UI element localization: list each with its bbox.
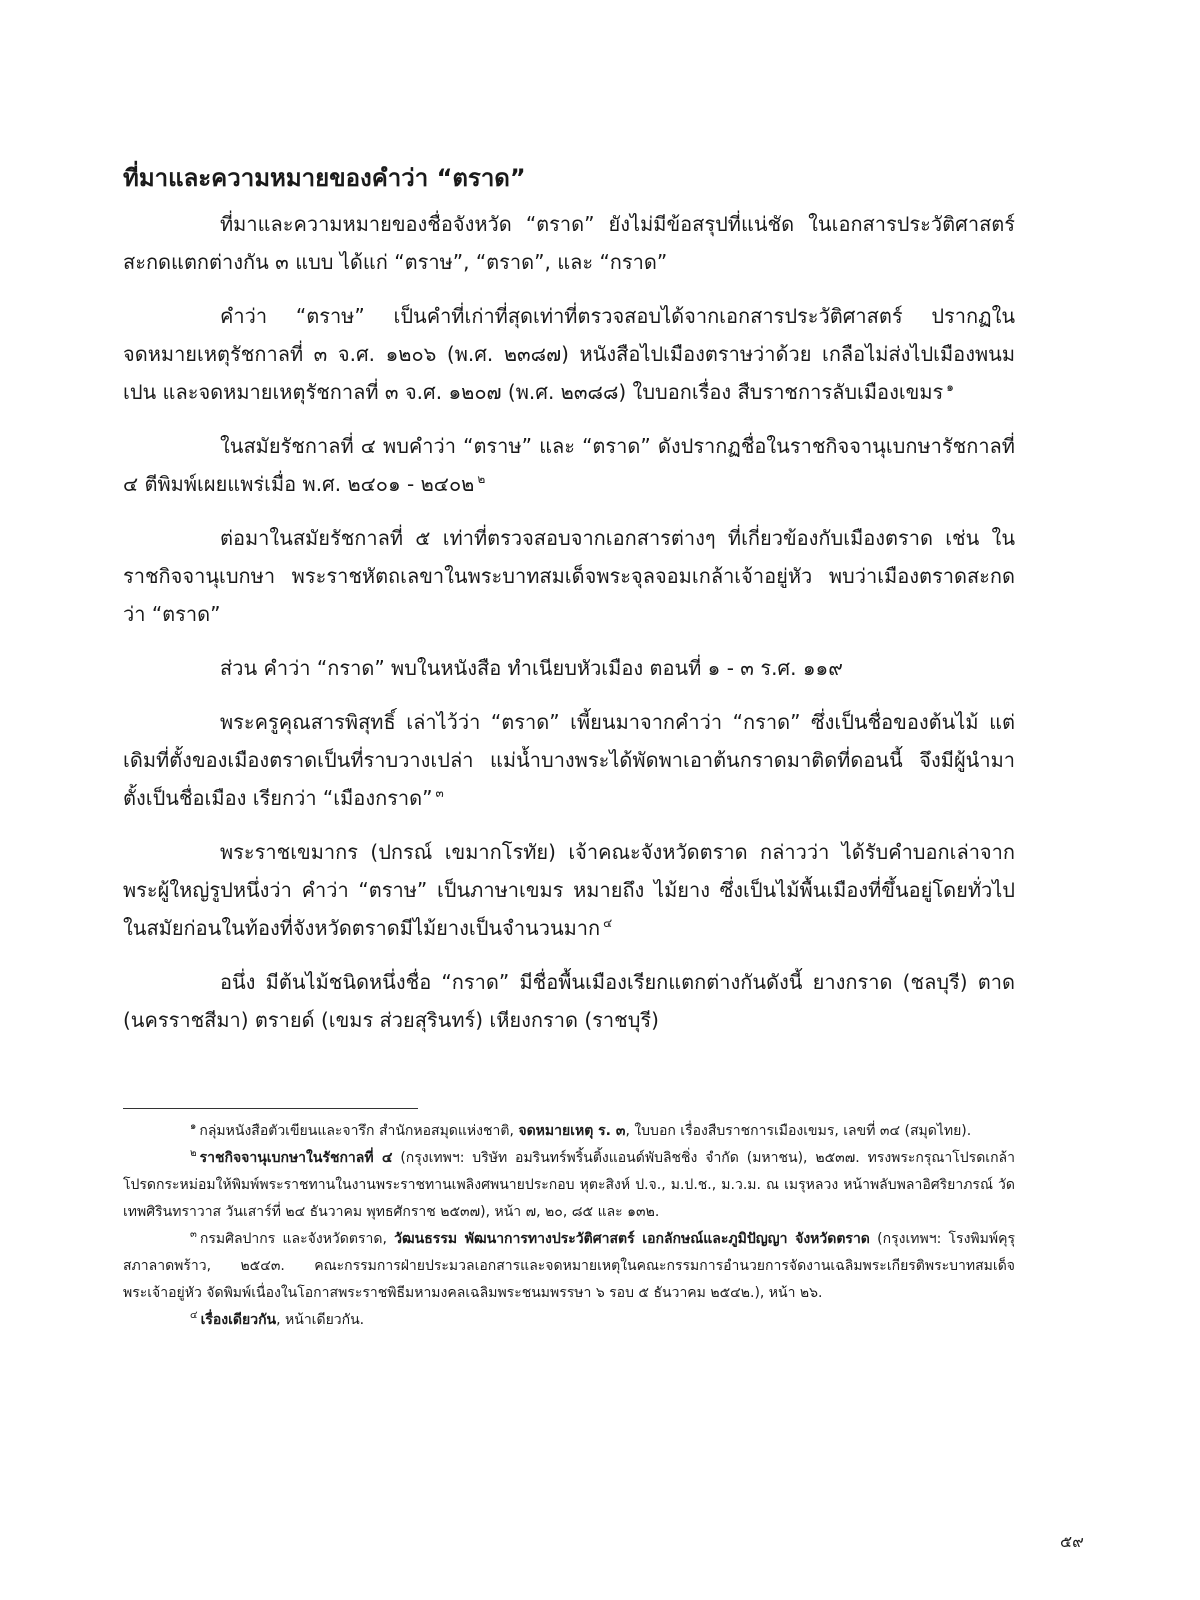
- footnote-source-title: ราชกิจจานุเบกษาในรัชกาลที่ ๔: [199, 1150, 393, 1166]
- footnote-divider: [123, 1108, 418, 1109]
- footnote: [123, 1118, 1015, 1145]
- paragraph-text: พระครูคุณสารพิสุทธิ์ เล่าไว้ว่า “ตราด” เพี้ยนมาจากคำว่า “กราด” ซึ่งเป็นชื่อของต้นไม้ แต่เดิมที่ตั้งของเมืองตราดเป็นที่ราบวางเปล่า แม่น้ำบางพระได้พัดพาเอาต้นกราดมาติดที่ดอนนี้ จึงมีผู้นำมาตั้งเป็นชื่อเมือง เรียกว่า “เมืองกราด”: [123, 710, 1015, 810]
- footnote-text: , ใบบอก เรื่องสืบราชการเมืองเขมร, เลขที่ ๓๔ (สมุดไทย).: [625, 1123, 972, 1139]
- footnote-mark: ๑: [190, 1121, 197, 1133]
- footnote: [123, 1307, 1015, 1334]
- footnote-source-title: จดหมายเหตุ ร. ๓: [518, 1123, 626, 1139]
- paragraph: [123, 833, 1015, 947]
- footnote-reference: ๑: [946, 380, 954, 395]
- footnote-text: , หน้าเดียวกัน.: [276, 1312, 365, 1328]
- footnote-reference: ๒: [477, 472, 486, 487]
- body-text: [123, 205, 1015, 1055]
- footnote-text: (กรุงเทพฯ: บริษัท อมรินทร์พริ้นติ้งแอนด์พับลิชชิ่ง จำกัด (มหาชน), ๒๕๓๗. ทรงพระกรุณาโปรดเกล้าโปรดกระหม่อมให้พิมพ์พระราชทานในงานพระราชทานเพลิงศพนายประกอบ หุตะสิงห์ ป.จ., ม.ป.ช., ม.ว.ม. ณ เมรุหลวง หน้าพลับพลาอิศริยาภรณ์ วัดเทพศิรินทราวาส วันเสาร์ที่ ๒๔ ธันวาคม พุทธศักราช ๒๕๓๗), หน้า ๗, ๒๐, ๘๕ และ ๑๓๒.: [123, 1150, 1015, 1220]
- footnote-text: กรมศิลปากร และจังหวัดตราด,: [199, 1231, 395, 1247]
- footnote-reference: ๔: [603, 916, 613, 931]
- paragraph: [123, 205, 1015, 281]
- footnote-text: (กรุงเทพฯ: โรงพิมพ์คุรุสภาลาดพร้าว, ๒๕๔๓. คณะกรรมการฝ่ายประมวลเอกสารและจดหมายเหตุในคณะกรรมการอำนวยการจัดงานเฉลิมพระเกียรติพระบาทสมเด็จพระเจ้าอยู่หัว จัดพิมพ์เนื่องในโอกาสพระราชพิธีมหามงคลเฉลิมพระชนมพรรษา ๖ รอบ ๕ ธันวาคม ๒๕๔๒.), หน้า ๒๖.: [123, 1231, 1015, 1301]
- footnote-mark: ๓: [190, 1229, 197, 1241]
- paragraph: [123, 519, 1015, 633]
- paragraph: [123, 963, 1015, 1039]
- paragraph-text: พระราชเขมากร (ปกรณ์ เขมากโรทัย) เจ้าคณะจังหวัดตราด กล่าวว่า ได้รับคำบอกเล่าจากพระผู้ใหญ่รูปหนึ่งว่า คำว่า “ตราษ” เป็นภาษาเขมร หมายถึง ไม้ยาง ซึ่งเป็นไม้พื้นเมืองที่ขึ้นอยู่โดยทั่วไป ในสมัยก่อนในท้องที่จังหวัดตราดมีไม้ยางเป็นจำนวนมาก: [123, 840, 1015, 940]
- footnote-source-title: วัฒนธรรม พัฒนาการทางประวัติศาสตร์ เอกลักษณ์และภูมิปัญญา จังหวัดตราด: [394, 1231, 870, 1247]
- paragraph: [123, 703, 1015, 817]
- paragraph-text: ส่วน คำว่า “กราด” พบในหนังสือ ทำเนียบหัวเมือง ตอนที่ ๑ - ๓ ร.ศ. ๑๑๙: [220, 656, 843, 680]
- footnote: [123, 1145, 1015, 1226]
- footnote-text: กลุ่มหนังสือตัวเขียนและจารึก สำนักหอสมุดแห่งชาติ,: [199, 1123, 519, 1139]
- paragraph-text: ต่อมาในสมัยรัชกาลที่ ๕ เท่าที่ตรวจสอบจากเอกสารต่างๆ ที่เกี่ยวข้องกับเมืองตราด เช่น ในราชกิจจานุเบกษา พระราชหัตถเลขาในพระบาทสมเด็จพระจุลจอมเกล้าเจ้าอยู่หัว พบว่าเมืองตราดสะกดว่า “ตราด”: [123, 526, 1015, 626]
- footnote-mark: ๔: [190, 1310, 198, 1322]
- paragraph: [123, 297, 1015, 411]
- footnotes: [123, 1118, 1015, 1334]
- page-number: ๕๙: [1060, 1532, 1084, 1551]
- footnote-mark: ๒: [190, 1148, 197, 1160]
- page-title: ที่มาและความหมายของคำว่า “ตราด”: [123, 164, 526, 192]
- footnote-reference: ๓: [435, 786, 444, 801]
- footnote: [123, 1226, 1015, 1307]
- paragraph-text: ในสมัยรัชกาลที่ ๔ พบคำว่า “ตราษ” และ “ตราด” ดังปรากฏชื่อในราชกิจจานุเบกษารัชกาลที่ ๔ ตีพิมพ์เผยแพร่เมื่อ พ.ศ. ๒๔๐๑ - ๒๔๐๒: [123, 434, 1015, 496]
- paragraph-text: อนึ่ง มีต้นไม้ชนิดหนึ่งชื่อ “กราด” มีชื่อพื้นเมืองเรียกแตกต่างกันดังนี้ ยางกราด (ชลบุรี) ตาด (นครราชสีมา) ตรายด์ (เขมร ส่วยสุรินทร์) เหียงกราด (ราชบุรี): [123, 970, 1015, 1032]
- paragraph-text: คำว่า “ตราษ” เป็นคำที่เก่าที่สุดเท่าที่ตรวจสอบได้จากเอกสารประวัติศาสตร์ ปรากฏในจดหมายเหตุรัชกาลที่ ๓ จ.ศ. ๑๒๐๖ (พ.ศ. ๒๓๘๗) หนังสือไปเมืองตราษว่าด้วย เกลือไม่ส่งไปเมืองพนมเปน และจดหมายเหตุรัชกาลที่ ๓ จ.ศ. ๑๒๐๗ (พ.ศ. ๒๓๘๘) ใบบอกเรื่อง สืบราชการลับเมืองเขมร: [123, 304, 1015, 404]
- paragraph: [123, 427, 1015, 503]
- footnote-source-title: เรื่องเดียวกัน: [200, 1312, 277, 1328]
- paragraph-text: ที่มาและความหมายของชื่อจังหวัด “ตราด” ยังไม่มีข้อสรุปที่แน่ชัด ในเอกสารประวัติศาสตร์สะกดแตกต่างกัน ๓ แบบ ได้แก่ “ตราษ”, “ตราด”, และ “กราด”: [123, 212, 1015, 274]
- paragraph: [123, 649, 1015, 687]
